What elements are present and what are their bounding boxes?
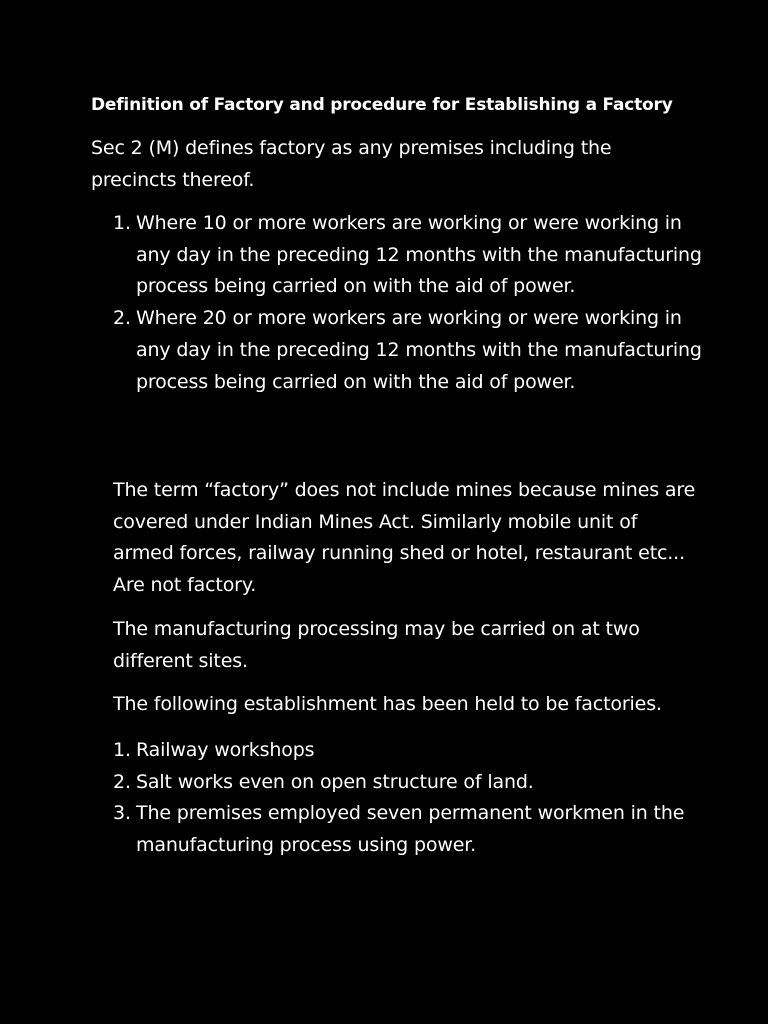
list-item-text: Where 20 or more workers are working or were working in any day in the preceding 12 months with the manufacturing process being carried on with the aid of power.	[136, 307, 702, 393]
list-item-text: Salt works even on open structure of land.	[136, 770, 534, 793]
list-item-number: 2.	[113, 307, 131, 330]
list-item-text: Railway workshops	[136, 739, 315, 761]
sites-paragraph: The manufacturing processing may be carried on at two different sites.	[113, 618, 640, 672]
list-item-number: 1.	[113, 212, 131, 234]
list-item-text: Where 10 or more workers are working or were working in any day in the preceding 12 months with the manufacturing process being carried on with the aid of power.	[136, 212, 702, 298]
list-item-number: 1.	[113, 739, 131, 761]
list-item-number: 2.	[113, 770, 131, 793]
held-factories-list	[113, 735, 703, 862]
list-item	[113, 208, 703, 303]
intro-paragraph: Sec 2 (M) defines factory as any premises including the precincts thereof.	[91, 137, 612, 191]
exclusion-paragraph: The term “factory” does not include mines because mines are covered under Indian Mines Act. Similarly mobile unit of armed forces, railway running shed or hotel, restaurant etc... Are not factory.	[113, 479, 696, 597]
list-item-text: The premises employed seven permanent workmen in the manufacturing process using power.	[136, 802, 685, 857]
list-item-number: 3.	[113, 802, 131, 825]
list-item	[113, 798, 703, 861]
factory-criteria-list	[113, 208, 703, 398]
list-item	[113, 303, 703, 398]
list-item	[113, 735, 703, 767]
held-factories-intro: The following establishment has been held to be factories.	[113, 693, 662, 715]
list-item	[113, 767, 703, 799]
document-title: Definition of Factory and procedure for Establishing a Factory	[91, 95, 673, 115]
